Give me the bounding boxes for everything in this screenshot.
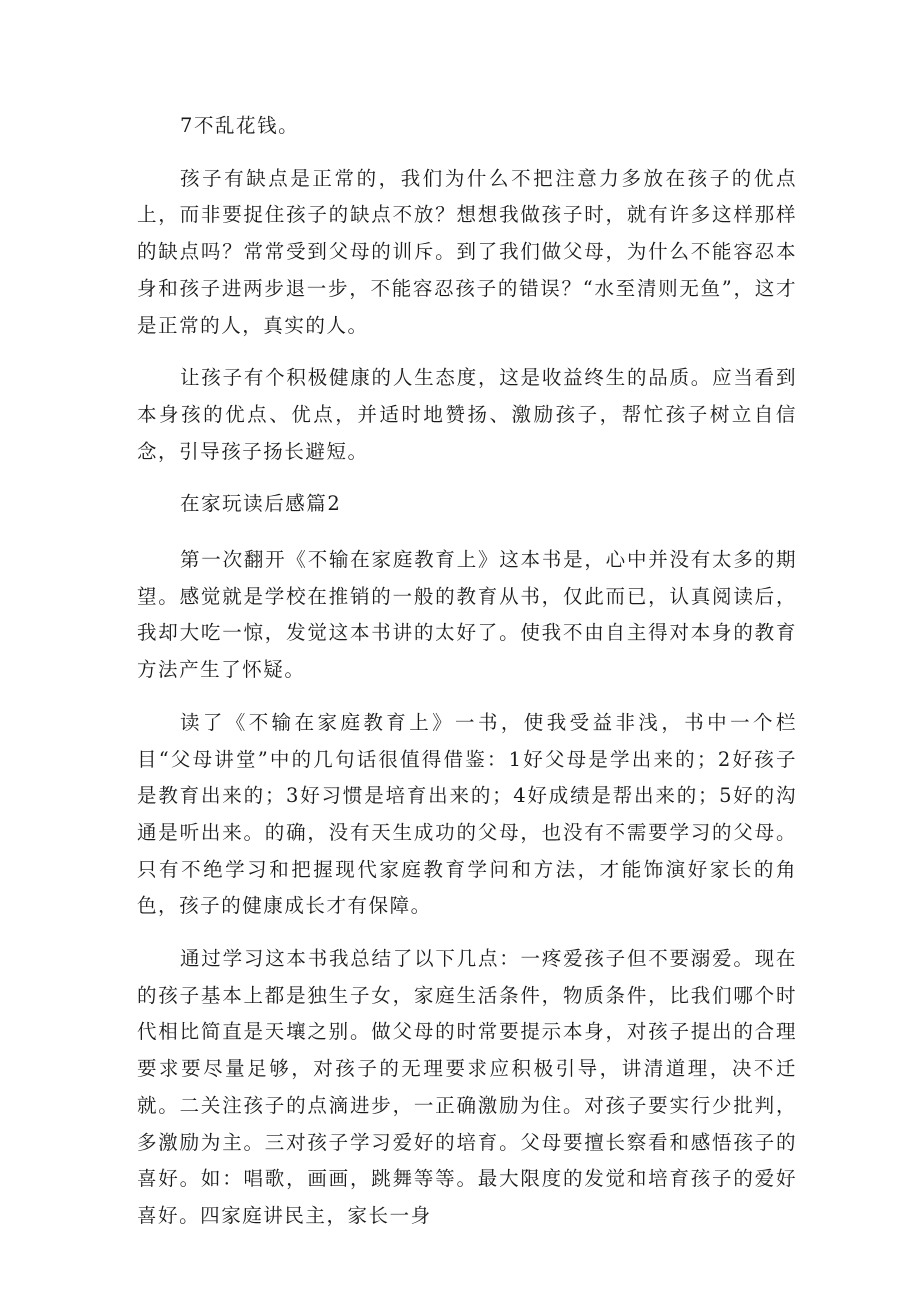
paragraph-first-impression: 第一次翻开《不输在家庭教育上》这本书是，心中并没有太多的期望。感觉就是学校在推销的一般的教育从书，仅此而已，认真阅读后，我却大吃一惊，发觉这本书讲的太好了。使我不由自主得对本身的教育方法产生了怀疑。 <box>137 548 797 682</box>
paragraph-summary-points: 通过学习这本书我总结了以下几点：一疼爱孩子但不要溺爱。现在的孩子基本上都是独生子女，家庭生活条件，物质条件，比我们哪个时代相比简直是天壤之别。做父母的时常要提示本身，对孩子提出的合理要求要尽量足够，对孩子的无理要求应积极引导，讲清道理，决不迁就。二关注孩子的点滴进步，一正确激励为住。对孩子要实行少批判，多激励为主。三对孩子学习爱好的培育。父母要擅长察看和感悟孩子的喜好。如：唱歌，画画，跳舞等等。最大限度的发觉和培育孩子的爱好喜好。四家庭讲民主，家长一身 <box>137 947 797 1227</box>
list-item-7: 7不乱花钱。 <box>180 114 300 137</box>
document-page <box>137 108 797 1251</box>
paragraph-positive-attitude: 让孩子有个积极健康的人生态度，这是收益终生的品质。应当看到本身孩的优点、优点，并适时地赞扬、激励孩子，帮忙孩子树立自信念，引导孩子扬长避短。 <box>137 366 797 463</box>
paragraph-parents-lecture: 读了《不输在家庭教育上》一书，使我受益非浅，书中一个栏目“父母讲堂”中的几句话很值得借鉴：1好父母是学出来的；2好孩子是教育出来的；3好习惯是培育出来的；4好成绩是帮出来的；5好的沟通是听出来。的确，没有天生成功的父母，也没有不需要学习的父母。只有不绝学习和把握现代家庭教育学问和方法，才能饰演好家长的角色，孩子的健康成长才有保障。 <box>137 710 797 918</box>
paragraph-tolerate-faults: 孩子有缺点是正常的，我们为什么不把注意力多放在孩子的优点上，而非要捉住孩子的缺点不放？想想我做孩子时，就有许多这样那样的缺点吗？常常受到父母的训斥。到了我们做父母，为什么不能容忍本身和孩子进两步退一步，不能容忍孩子的错误？“水至清则无鱼”，这才是正常的人，真实的人。 <box>137 166 797 337</box>
section-heading: 在家玩读后感篇2 <box>180 492 342 516</box>
